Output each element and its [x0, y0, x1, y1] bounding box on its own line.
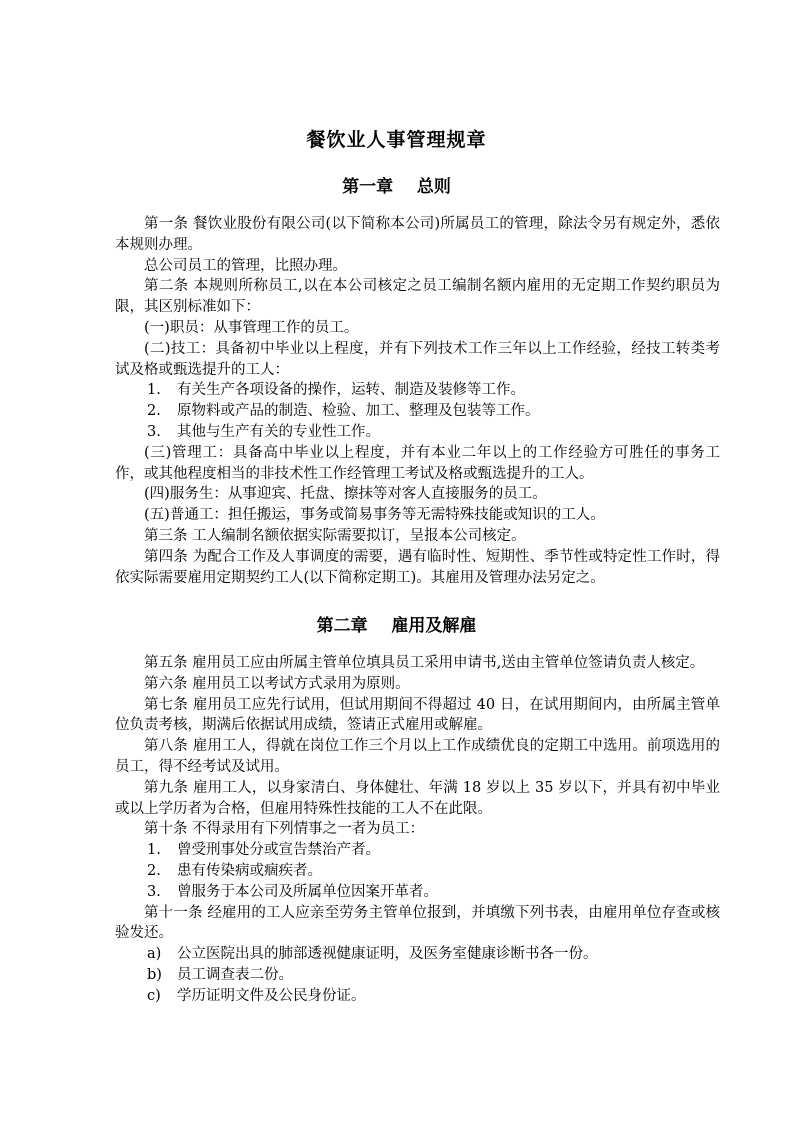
- chapter-heading: 第一章 总则: [342, 177, 451, 197]
- list-number: 1.: [147, 842, 161, 859]
- list-number: 2.: [147, 403, 161, 420]
- list-text: 其他与生产有关的专业性工作。: [177, 423, 380, 440]
- paragraph: 第六条 雇用员工以考试方式录用为原则。: [144, 675, 410, 692]
- list-item: [115, 401, 720, 422]
- list-text: 学历证明文件及公民身份证。: [177, 987, 366, 1004]
- paragraph: (四)服务生：从事迎宾、托盘、擦抹等对客人直接服务的员工。: [144, 486, 547, 503]
- paragraph: 第三条 工人编制名额依据实际需要拟订，呈报本公司核定。: [144, 527, 526, 544]
- chapter-body: [115, 653, 720, 1007]
- list-text: 患有传染病或痼疾者。: [177, 862, 322, 879]
- list-text: 员工调查表二份。: [177, 966, 293, 983]
- list-item: [115, 986, 720, 1007]
- paragraph: 第一条 餐饮业股份有限公司(以下简称本公司)所属员工的管理，除法令另有规定外，悉依本规则办理。: [115, 216, 720, 253]
- chapter-body: [115, 214, 720, 588]
- list-item: [115, 422, 720, 443]
- list-letter: c): [147, 987, 161, 1004]
- paragraph: 第八条 雇用工人，得就在岗位工作三个月以上工作成绩优良的定期工中选用。前项选用的员工，得不经考试及试用。: [115, 738, 720, 775]
- chapter-heading: 第二章 雇用及解雇: [316, 616, 477, 636]
- paragraph: 第十一条 经雇用的工人应亲至劳务主管单位报到，并填缴下列书表，由雇用单位存查或核验发还。: [115, 904, 720, 942]
- list-number: 1.: [147, 382, 161, 399]
- document-title: 餐饮业人事管理规章: [306, 129, 487, 151]
- paragraph: (一)职员：从事管理工作的员工。: [144, 319, 359, 336]
- paragraph: (二)技工：具备初中毕业以上程度，并有下列技术工作三年以上工作经验，经技工转类考试及格或甄选提升的工人：: [115, 340, 720, 378]
- list-text: 曾受刑事处分或宣告禁治产者。: [177, 842, 380, 859]
- list-item: [115, 965, 720, 986]
- list-text: 有关生产各项设备的操作，运转、制造及装修等工作。: [177, 382, 525, 399]
- list-text: 原物料或产品的制造、检验、加工、整理及包装等工作。: [177, 403, 540, 420]
- list-item: [115, 882, 720, 903]
- list-number: 3.: [147, 883, 161, 900]
- paragraph: 第五条 雇用员工应由所属主管单位填具员工采用申请书,送由主管单位签请负责人核定。: [144, 655, 705, 671]
- list-text: 曾服务于本公司及所属单位因案开革者。: [177, 883, 438, 900]
- paragraph: 第四条 为配合工作及人事调度的需要，遇有临时性、短期性、季节性或特定性工作时，得依实际需要雇用定期契约工人(以下简称定期工)。其雇用及管理办法另定之。: [115, 548, 720, 586]
- list-item: [115, 840, 720, 861]
- list-item: [115, 861, 720, 882]
- paragraph: (三)管理工：具备高中毕业以上程度，并有本业二年以上的工作经验方可胜任的事务工作，或其他程度相当的非技术性工作经管理工考试及格或甄选提升的工人。: [115, 444, 720, 482]
- list-text: 公立医院出具的肺部透视健康证明，及医务室健康诊断书各一份。: [177, 946, 598, 963]
- paragraph: 第九条 雇用工人，以身家清白、身体健壮、年满 18 岁以上 35 岁以下，并具有初中毕业或以上学历者为合格，但雇用特殊性技能的工人不在此限。: [115, 779, 720, 817]
- paragraph: 第七条 雇用员工应先行试用，但试用期间不得超过 40 日，在试用期间内，由所属主管单位负责考核，期满后依据试用成绩，签请正式雇用或解雇。: [115, 696, 720, 734]
- list-letter: b): [147, 966, 162, 983]
- paragraph: 第二条 本规则所称员工,以在本公司核定之员工编制名额内雇用的无定期工作契约职员为限，其区别标准如下：: [115, 278, 720, 316]
- paragraph: 第十条 不得录用有下列情事之一者为员工：: [144, 821, 425, 838]
- paragraph: (五)普通工：担任搬运，事务或简易事务等无需特殊技能或知识的工人。: [144, 507, 605, 524]
- list-number: 3.: [147, 423, 161, 440]
- list-item: [115, 944, 720, 965]
- paragraph: 总公司员工的管理，比照办理。: [144, 257, 347, 274]
- list-number: 2.: [147, 862, 161, 879]
- list-item: [115, 380, 720, 401]
- list-letter: a): [147, 946, 162, 963]
